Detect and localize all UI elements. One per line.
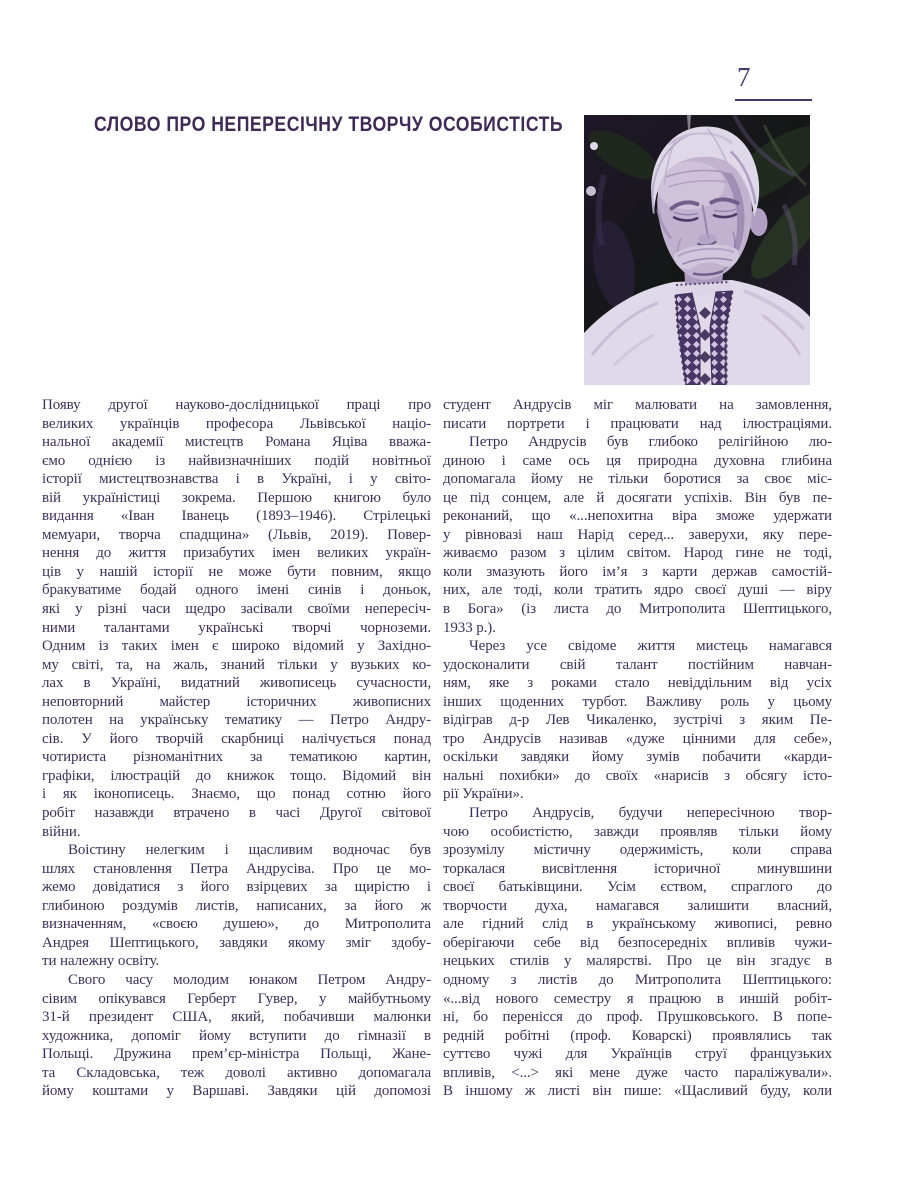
text-line: неповторний майстер історичних живописних: [42, 693, 431, 710]
text-line: ців у нашій історії не може бути повним, якщо: [42, 563, 431, 580]
text-line: війни.: [42, 823, 81, 840]
text-line: художника, допоміг йому вступити до гімназії в: [42, 1027, 431, 1044]
text-line: шлях становлення Петра Андрусіва. Про це мо-: [42, 860, 431, 877]
page-number-rule: [735, 99, 812, 101]
text-line: 1933 р.).: [443, 619, 496, 636]
text-line: В іншому ж листі він пише: «Щасливий буду, коли: [443, 1083, 832, 1100]
text-line: редній робітні (проф. Коварскі) проявлялись так: [443, 1027, 832, 1044]
text-line: ємо однією із найвизначніших подій новітньої: [42, 452, 431, 469]
text-line: допомагала йому не тільки боротися за своє міс-: [443, 471, 832, 488]
text-line: тро Андрусів називав «дуже цінними для себе»,: [443, 730, 832, 747]
text-line: одному з листів до Митрополита Шептицького:: [443, 971, 832, 988]
text-line: та Складовська, теж доволі активно допомагала: [42, 1064, 431, 1081]
text-line: Петро Андрусів був глибоко релігійною лю-: [469, 434, 832, 451]
text-line: диною і саме ось ця природна духовна глибина: [443, 452, 832, 469]
text-line: живаємо разом з цілим світом. Народ гине не тоді,: [443, 545, 832, 562]
text-line: оскільки завдяки йому зумів побачити «карди-: [443, 749, 832, 766]
text-line: робіт назавжди втрачено в часі Другої світової: [42, 805, 431, 822]
text-line: 31-й президент США, який, побачивши малюнки: [42, 1009, 431, 1026]
text-line: Одним із таких імен є широко відомий у Західно-: [42, 638, 431, 655]
text-line: великих українців професора Львівської націо-: [42, 415, 431, 432]
text-line: але гідний слід в українському живописі, ревно: [443, 916, 832, 933]
text-line: які у різні часи щедро засівали своїми непересіч-: [42, 601, 431, 618]
text-line: оберігаючи себе від безпосередніх впливів чужи-: [443, 934, 832, 951]
text-line: них, але тоді, коли тратить ядро своєї душі — віру: [443, 582, 832, 599]
text-line: Петро Андрусів, будучи непересічною твор-: [469, 805, 832, 822]
text-line: історії мистецтвознавства і в Україні, і у світо-: [42, 471, 431, 488]
text-line: вій україністиці зокрема. Першою книгою було: [42, 489, 431, 506]
text-line: Воістину нелегким і щасливим водночас був: [68, 842, 431, 859]
text-line: чотириста різноманітних за тематикою картин,: [42, 749, 431, 766]
text-line: інших щоденних турбот. Важливу роль у цьому: [443, 693, 832, 710]
text-line: нення до життя призабутих імен великих україн-: [42, 545, 431, 562]
text-line: «...від нового семестру я працюю в иншій робіт-: [443, 990, 832, 1007]
portrait-photo-image: [584, 115, 810, 385]
text-line: в Бога» (із листа до Митрополита Шептицького,: [443, 601, 832, 618]
text-line: лах в Україні, видатний живописець сучасности,: [42, 675, 431, 692]
text-column-left: [42, 396, 431, 1101]
text-line: торкалася висвітлення історичної минувшини: [443, 860, 832, 877]
text-line: реконаний, що «...непохитна віра зможе удержати: [443, 508, 832, 525]
text-line: це під сонцем, але й досягати успіхів. Він був пе-: [443, 489, 832, 506]
text-line: Андрея Шептицького, завдяки якому зміг здобу-: [42, 934, 431, 951]
text-line: визначенням, «своєю душею», до Митрополита: [42, 916, 431, 933]
text-line: полотен на українську тематику — Петро Андру-: [42, 712, 431, 729]
text-line: нальні похибки» до своїх «нарисів з обсягу істо-: [443, 767, 832, 784]
text-line: ти належну освіту.: [42, 953, 160, 970]
text-line: коли змазують його ім’я з карти держав самостій-: [443, 563, 832, 580]
text-line: своєї батьківщини. Усім єством, спраглого до: [443, 879, 832, 896]
text-line: писати портрети і працювати над ілюстраціями.: [443, 415, 832, 432]
text-line: у рівновазі наш Нарід серед... заверухи, яку пере-: [443, 526, 832, 543]
text-line: і як іконописець. Знаємо, що понад сотню його: [42, 786, 431, 803]
text-line: Свого часу молодим юнаком Петром Андру-: [68, 971, 431, 988]
text-line: Появу другої науково-дослідницької праці про: [42, 397, 431, 413]
text-column-right: [443, 396, 832, 1101]
text-line: глибиною роздумів листів, написаних, за його ж: [42, 897, 431, 914]
text-line: Через усе свідоме життя мистець намагався: [469, 638, 832, 655]
text-line: Польщі. Дружина прем’єр-міністра Польщі, Жане-: [42, 1046, 431, 1063]
text-line: сів. У його творчій скарбниці налічується понад: [42, 730, 431, 747]
text-line: суттєво чужі для Українців струї французьких: [443, 1046, 832, 1063]
text-line: сівим опікувався Герберт Гувер, у майбутньому: [42, 990, 431, 1007]
text-line: бракуватиме бодай одного імені синів і доньок,: [42, 582, 431, 599]
text-line: му світі, та, на жаль, знаний тільки у вузьких ко-: [42, 656, 431, 673]
text-line: удосконалити свій талант постійним навчан-: [443, 656, 832, 673]
text-line: рії України».: [443, 786, 524, 803]
page-number: 7: [737, 62, 751, 92]
page-title: СЛОВО ПРО НЕПЕРЕСІЧНУ ТВОРЧУ ОСОБИСТІСТЬ: [94, 113, 564, 136]
text-line: зрозумілу містичну одержимість, коли справа: [443, 842, 832, 859]
text-line: йому коштами у Варшаві. Завдяки цій допомозі: [42, 1083, 431, 1100]
text-line: ні, бо перенісся до проф. Прушковського. В попе-: [443, 1009, 832, 1026]
text-line: графіки, ілюстрацій до книжок тощо. Відомий він: [42, 767, 431, 784]
text-line: впливів, <...> які мене дуже часто параліжували».: [443, 1064, 832, 1081]
text-line: видання «Іван Іванець (1893–1946). Стрілецькі: [42, 508, 431, 525]
text-line: ними талантами українські творчі чорноземи.: [42, 619, 431, 636]
text-line: відіграв д-р Лев Чикаленко, зустрічі з яким Пе-: [443, 712, 832, 729]
text-line: творчости духа, намагався залишити власний,: [443, 897, 832, 914]
text-line: ням, яке з роками стало невіддільним від усіх: [443, 675, 832, 692]
text-line: студент Андрусів міг малювати на замовлення,: [443, 397, 832, 413]
portrait-photo: [584, 115, 810, 385]
text-line: жемо довідатися з його взірцевих за щирістю і: [42, 879, 431, 896]
text-line: нецьких стилів у малярстві. Про це він згадує в: [443, 953, 832, 970]
text-line: мемуари, творча спадщина» (Львів, 2019). Повер-: [42, 526, 431, 543]
text-line: чою особистістю, завжди проявляв тільки йому: [443, 823, 832, 840]
text-line: нальної академії мистецтв Романа Яціва вважа-: [42, 434, 431, 451]
